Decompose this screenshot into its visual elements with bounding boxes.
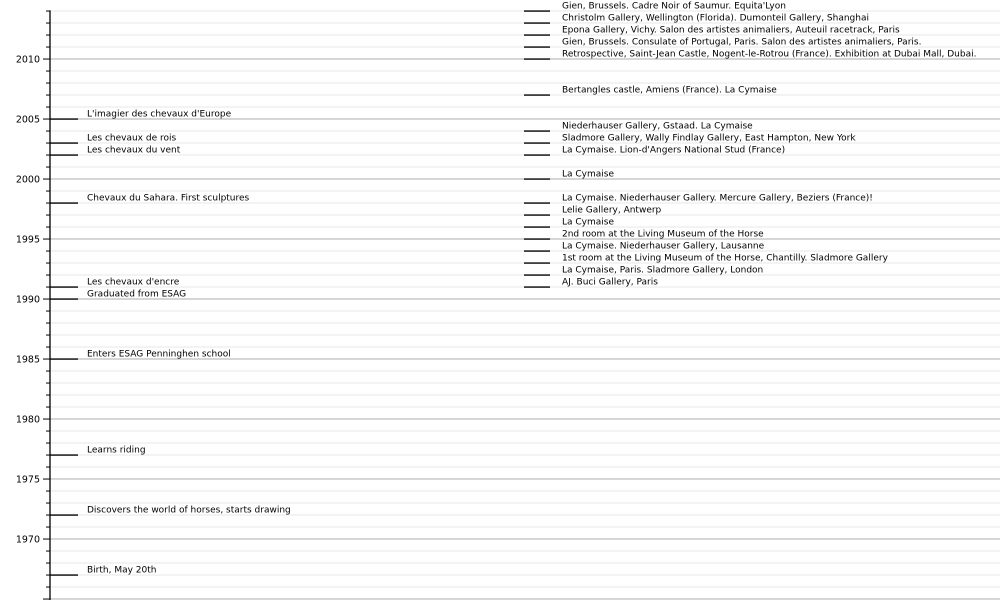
event-marker-right [524, 38, 921, 48]
year-tick-label: 2005 [15, 114, 40, 126]
event-marker-right [524, 170, 614, 180]
year-axis-ticks [43, 11, 50, 599]
event-marker-right [524, 278, 658, 288]
event-label: La Cymaise, Paris. Sladmore Gallery, London [562, 265, 764, 276]
event-marker-right [524, 26, 900, 36]
event-label: Lelie Gallery, Antwerp [562, 205, 662, 216]
event-label: Birth, May 20th [87, 565, 157, 576]
event-label: La Cymaise [562, 217, 615, 228]
event-marker-left [50, 278, 180, 288]
event-marker-left [50, 506, 291, 516]
event-marker-right [524, 194, 873, 204]
event-label: AJ. Buci Gallery, Paris [562, 277, 658, 288]
event-marker-left [50, 446, 146, 456]
event-marker-right [524, 242, 765, 252]
event-label: Christolm Gallery, Wellington (Florida). Dumonteil Gallery, Shanghai [562, 13, 869, 24]
event-marker-right [524, 134, 856, 144]
event-marker-left [50, 194, 250, 204]
event-marker-right [524, 14, 869, 24]
event-marker-right [524, 230, 764, 240]
event-label: Sladmore Gallery, Wally Findlay Gallery, East Hampton, New York [562, 133, 856, 144]
event-label: La Cymaise. Niederhauser Gallery. Mercure Gallery, Beziers (France)! [562, 193, 873, 204]
year-tick-label: 2010 [15, 54, 40, 66]
event-label: Retrospective, Saint-Jean Castle, Nogent-le-Rotrou (France). Exhibition at Dubai Mall, Dubai. [562, 49, 977, 60]
year-tick-label: 1995 [15, 234, 40, 246]
event-label: Learns riding [87, 445, 146, 456]
event-marker-right [524, 50, 976, 60]
event-marker-right [524, 218, 614, 228]
event-label: La Cymaise. Niederhauser Gallery, Lausanne [562, 241, 765, 252]
year-tick-label: 1975 [15, 474, 40, 486]
event-marker-right [524, 146, 785, 156]
event-marker-right [524, 206, 662, 216]
event-label: 1st room at the Living Museum of the Horse, Chantilly. Sladmore Gallery [562, 253, 888, 264]
event-label: L'imagier des chevaux d'Europe [87, 109, 232, 120]
event-label: La Cymaise [562, 169, 615, 180]
event-marker-right [524, 254, 889, 264]
year-tick-label: 1990 [15, 294, 40, 306]
event-series-exhibitions [524, 2, 976, 288]
event-label: Les chevaux d'encre [87, 277, 180, 288]
year-tick-label: 1970 [15, 534, 40, 546]
year-tick-label: 1980 [15, 414, 40, 426]
year-tick-label: 1985 [15, 354, 40, 366]
event-marker-left [50, 350, 231, 360]
event-label: Niederhauser Gallery, Gstaad. La Cymaise [562, 121, 753, 132]
event-label: Bertangles castle, Amiens (France). La Cymaise [562, 85, 777, 96]
event-label: Gien, Brussels. Cadre Noir of Saumur. Equita'Lyon [562, 1, 786, 12]
event-label: Epona Gallery, Vichy. Salon des artistes animaliers, Auteuil racetrack, Paris [562, 25, 900, 36]
event-marker-left [50, 566, 156, 576]
event-marker-left [50, 290, 186, 300]
event-label: La Cymaise. Lion-d'Angers National Stud (France) [562, 145, 786, 156]
event-label: Gien, Brussels. Consulate of Portugal, Paris. Salon des artistes animaliers, Paris. [562, 37, 922, 48]
event-marker-left [50, 134, 176, 144]
event-label: Graduated from ESAG [87, 289, 187, 300]
event-marker-right [524, 86, 777, 96]
event-marker-right [524, 266, 763, 276]
event-label: Les chevaux de rois [87, 133, 177, 144]
year-tick-label: 2000 [15, 174, 40, 186]
event-marker-left [50, 146, 181, 156]
event-label: Chevaux du Sahara. First sculptures [87, 193, 250, 204]
event-marker-right [524, 2, 786, 12]
year-axis-labels [16, 55, 40, 546]
event-label: Discovers the world of horses, starts drawing [87, 505, 291, 516]
event-marker-left [50, 110, 232, 120]
event-label: Enters ESAG Penninghen school [87, 349, 231, 360]
event-label: Les chevaux du vent [87, 145, 181, 156]
event-label: 2nd room at the Living Museum of the Horse [562, 229, 764, 240]
event-marker-right [524, 122, 753, 132]
